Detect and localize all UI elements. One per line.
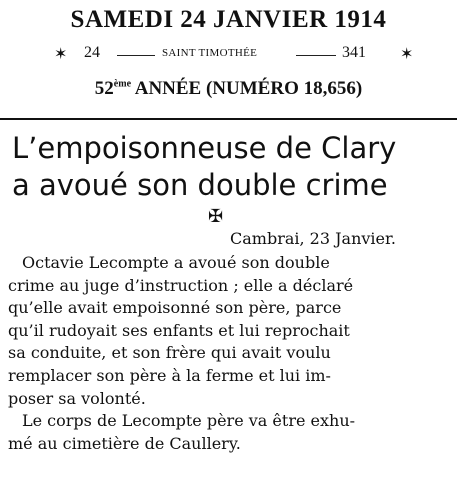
body-line: remplacer son père à la ferme et lui im- (8, 365, 331, 385)
body-line: crime au juge d’instruction ; elle a déclaré (8, 275, 354, 295)
article-dateline: Cambrai, 23 Janvier. (230, 229, 396, 248)
year-label: ANNÉE (134, 78, 202, 99)
body-line: poser sa volonté. (8, 388, 146, 408)
headline-line: L’empoisonneuse de Clary (12, 131, 397, 165)
day-of-year: 24 (84, 44, 100, 61)
article-body (8, 252, 453, 455)
year-ordinal: 52 (94, 78, 114, 99)
year-and-issue (0, 78, 457, 100)
issue-number: (NUMÉRO 18,656) (205, 78, 363, 99)
star-left-icon: ✶ (54, 46, 68, 63)
star-right-icon: ✶ (400, 46, 414, 63)
divider-left (117, 55, 155, 56)
body-line: Le corps de Lecompte père va être exhu- (22, 411, 356, 431)
body-line: qu’il rudoyait ses enfants et lui reprochait (8, 320, 350, 340)
body-line: qu’elle avait empoisonné son père, parce (8, 298, 342, 318)
headline-line: a avoué son double crime (12, 168, 388, 202)
divider-right (296, 55, 336, 56)
saint-row (0, 44, 457, 64)
body-line: mé au cimetière de Caullery. (8, 433, 241, 453)
year-ordinal-suffix: ème (113, 78, 132, 90)
article-headline (12, 130, 452, 204)
cross-ornament-icon: ✠ (208, 206, 224, 227)
masthead-date: SAMEDI 24 JANVIER 1914 (70, 6, 387, 33)
body-line: sa conduite, et son frère qui avait voulu (8, 343, 331, 363)
saint-of-day: SAINT TIMOTHÉE (162, 47, 258, 59)
days-remaining: 341 (342, 44, 366, 61)
masthead-rule (0, 118, 457, 120)
body-line: Octavie Lecompte a avoué son double (22, 253, 330, 272)
